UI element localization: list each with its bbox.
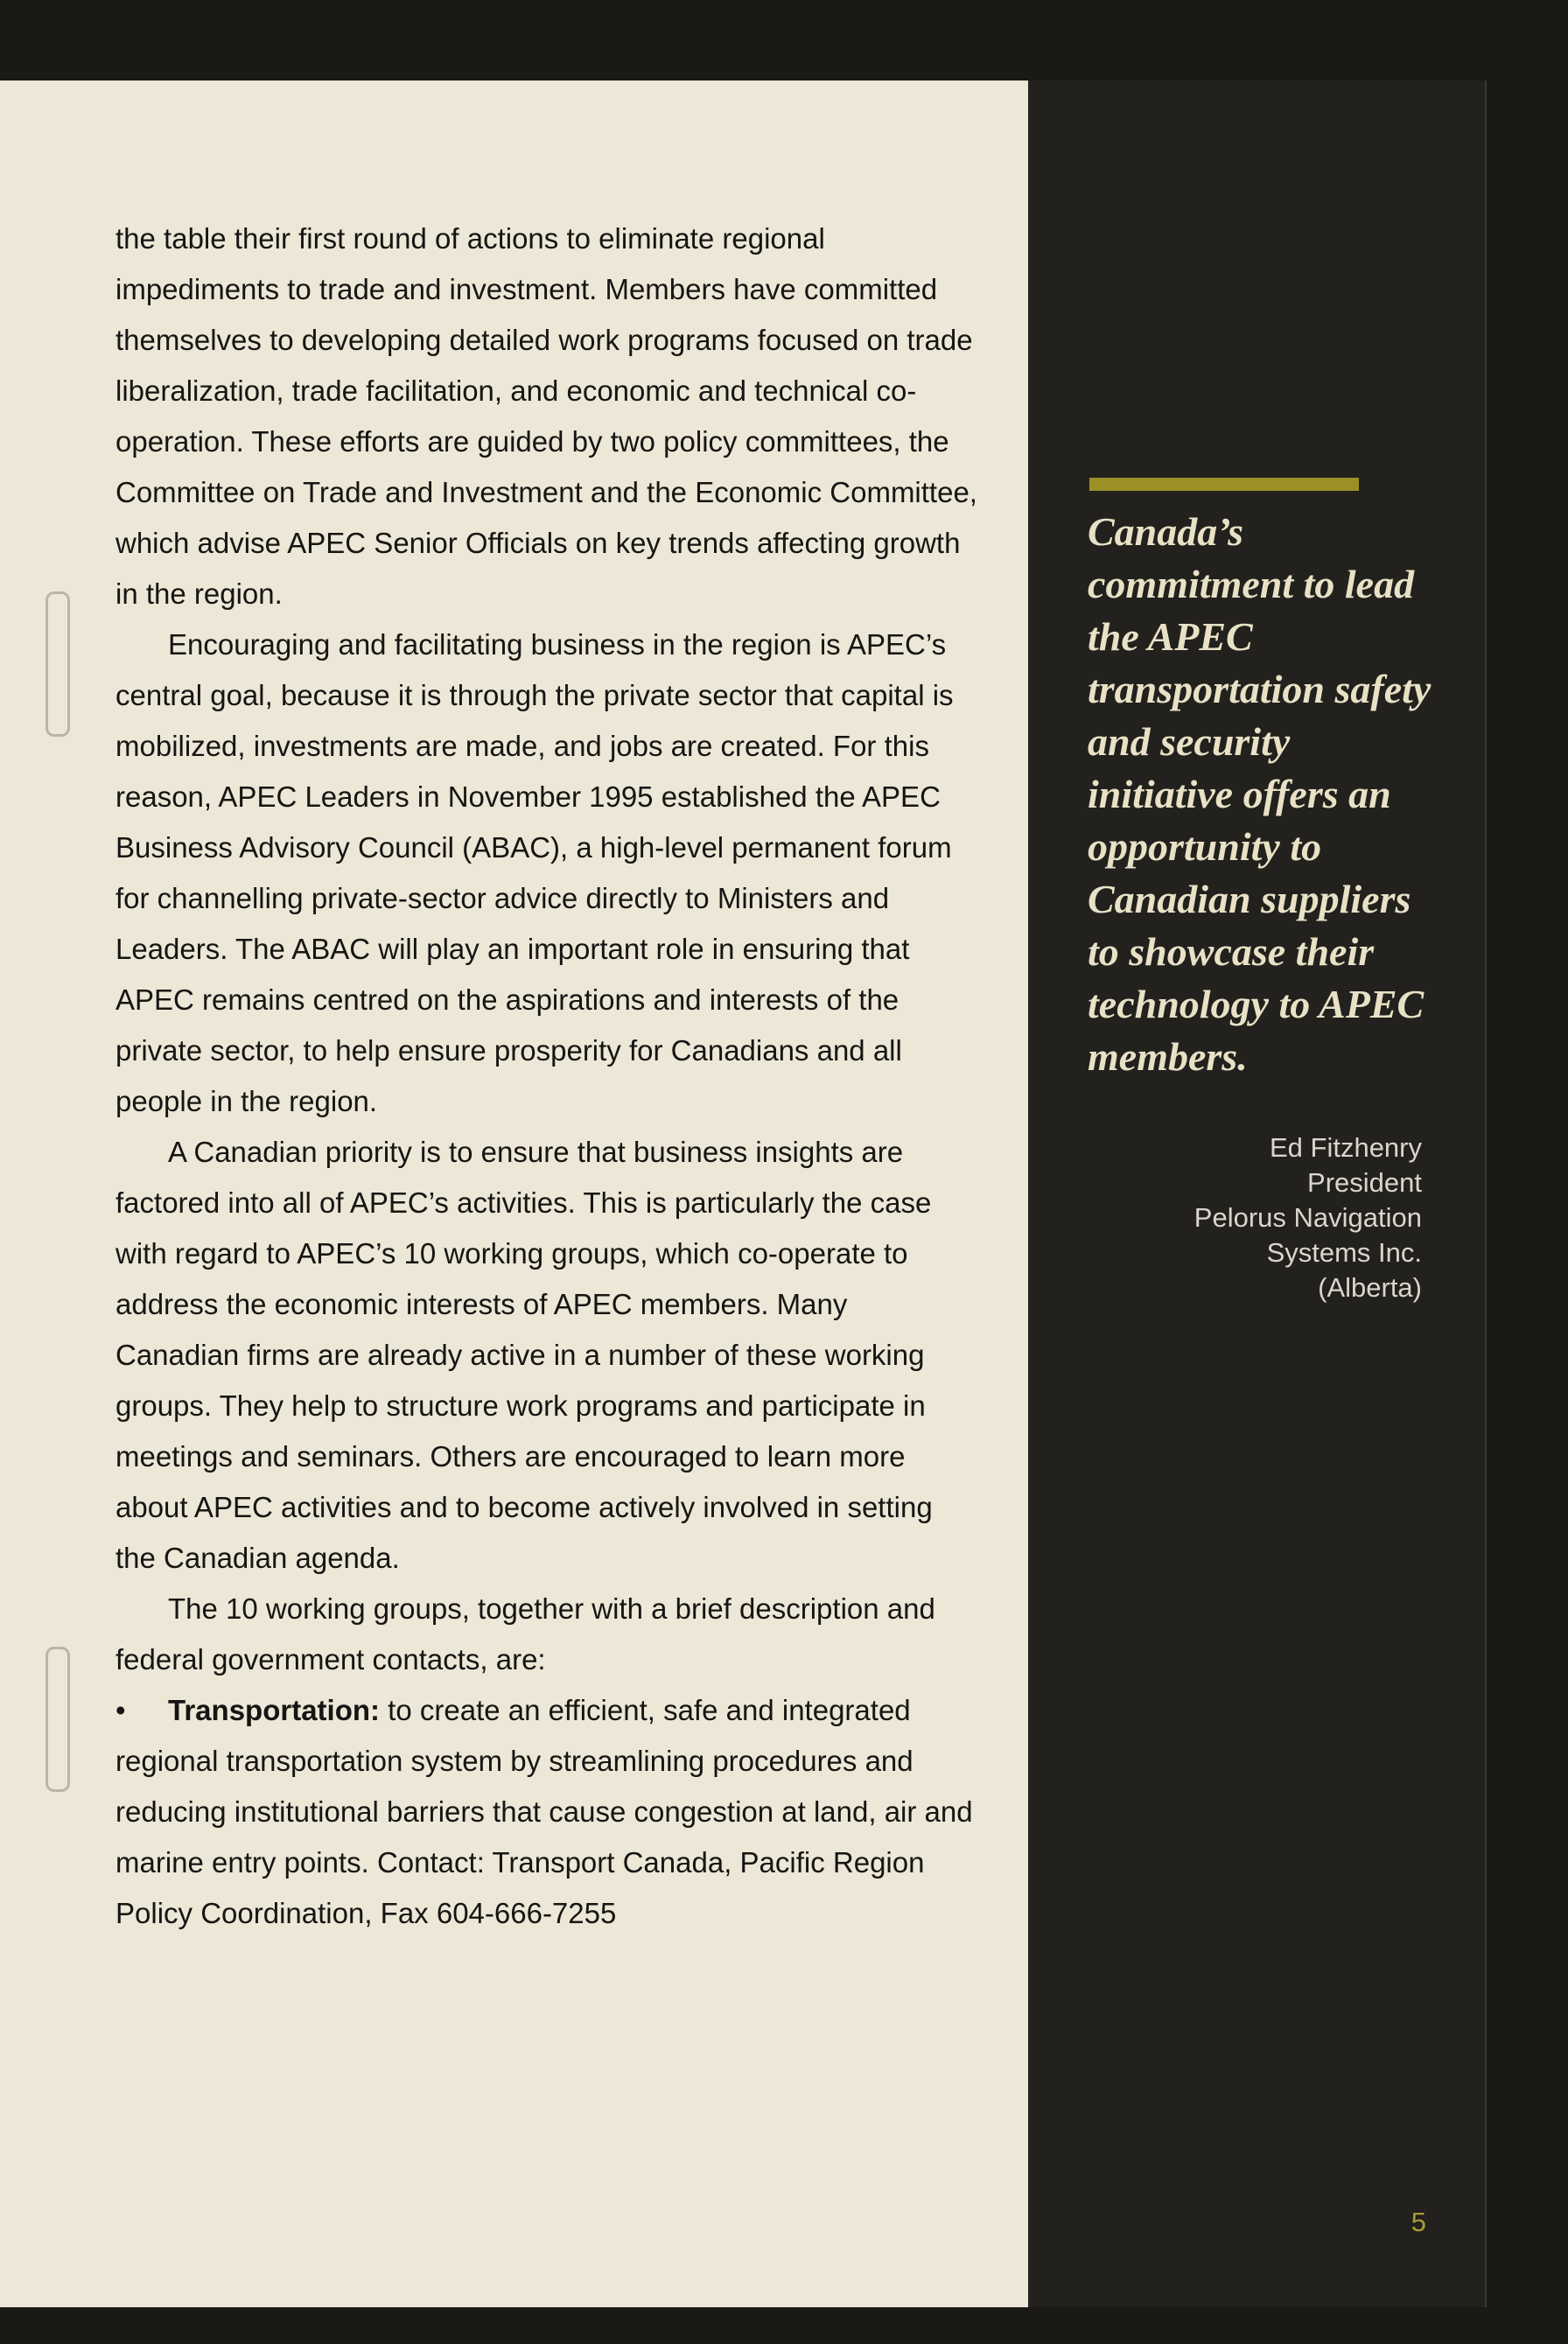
attribution-company: Pelorus Navigation xyxy=(1194,1202,1422,1233)
attribution-title: President xyxy=(1307,1167,1422,1198)
page-number: 5 xyxy=(1410,2207,1426,2237)
bullet-heading: Transportation: xyxy=(168,1694,381,1726)
bullet-text: to create an efficient, safe and integrated regional transportation system by streamlining procedures and reducing institutional barriers that cause congestion at land, air and marine entry points. Contact: Transport Canada, Pacific Region Policy Coordination, Fax 604-666-7255 xyxy=(116,1694,973,1929)
quote-attribution xyxy=(1089,1130,1422,1305)
pull-quote: Canada’s commitment to lead the APEC transportation safety and security initiative offers an opportunity to Canadian suppliers to showcase their technology to APEC members. xyxy=(1088,509,1432,1079)
binding-staple-top xyxy=(46,591,70,737)
quote-accent-bar xyxy=(1089,478,1359,491)
bullet-item-transportation xyxy=(116,1685,977,1939)
paragraph: A Canadian priority is to ensure that business insights are factored into all of APEC’s activities. This is particularly the case with regard to APEC’s 10 working groups, which co-operate to address the economic interests of APEC members. Many Canadian firms are already active in a number of these working groups. They help to structure work programs and participate in meetings and seminars. Others are encouraged to learn more about APEC activities and to become actively involved in setting the Canadian agenda. xyxy=(116,1136,933,1574)
main-text xyxy=(116,213,977,1939)
paragraph: The 10 working groups, together with a brief description and federal government contacts, are: xyxy=(116,1592,935,1676)
bullet-symbol: • xyxy=(116,1694,126,1726)
attribution-company: Systems Inc. xyxy=(1266,1237,1422,1268)
binding-staple-bottom xyxy=(46,1647,70,1792)
attribution-location: (Alberta) xyxy=(1318,1272,1422,1303)
paragraph: Encouraging and facilitating business in the region is APEC’s central goal, because it is through the private sector that capital is mobilized, investments are made, and jobs are created. For this reason, APEC Leaders in November 1995 established the APEC Business Advisory Council (ABAC), a high-level permanent forum for channelling private-sector advice directly to Ministers and Leaders. The ABAC will play an important role in ensuring that APEC remains centred on the aspirations and interests of the private sector, to help ensure prosperity for Canadians and all people in the region. xyxy=(116,628,954,1117)
paragraph: the table their first round of actions to eliminate regional impediments to trade and investment. Members have committed themselves to developing detailed work programs focused on trade liberalization, trade facilitation, and economic and technical co-operation. These efforts are guided by two policy committees, the Committee on Trade and Investment and the Economic Committee, which advise APEC Senior Officials on key trends affecting growth in the region. xyxy=(116,222,977,610)
attribution-name: Ed Fitzhenry xyxy=(1269,1132,1422,1163)
